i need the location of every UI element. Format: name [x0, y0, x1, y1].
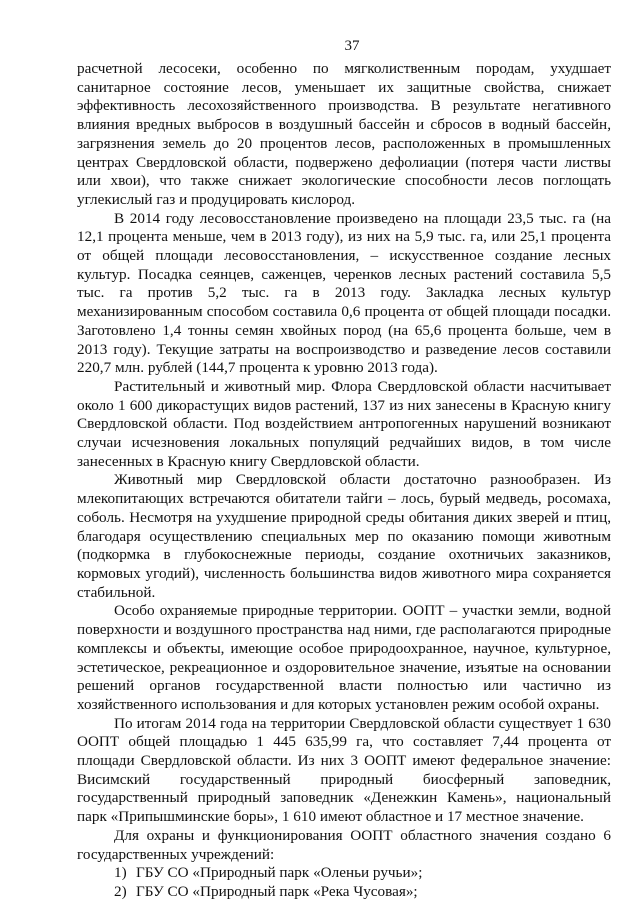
paragraph-institutions-intro: Для охраны и функционирования ООПТ областного значения создано 6 государственных учреждений: — [77, 826, 611, 863]
list-item-number: 1) — [114, 864, 127, 882]
paragraph-forest-logging: расчетной лесосеки, особенно по мягколиственным породам, ухудшает санитарное состояние лесов, уменьшает их защитные свойства, снижает эффективность лесохозяйственного производства. В результате негативного влияния вредных выбросов в воздушный бассейн и сбросов в водный бассейн, загрязнения земель до 20 процентов лесов, расположенных в промышленных центрах Свердловской области, подвержено дефолиации (потеря части листвы или хвои), что также снижает экологические способности лесов поглощать углекислый газ и продуцировать кислород. — [77, 60, 611, 208]
institutions-list — [77, 864, 611, 901]
paragraph-protected-areas-statistics: По итогам 2014 года на территории Свердловской области существует 1 630 ООПТ общей площадью 1 445 635,99 га, что составляет 7,44 процента от площади Свердловской области. Из них 3 ООПТ имеют федеральное значение: Висимский государственный природный биосферный заповедник, государственный природный заповедник «Денежкин Камень», национальный парк «Припышминские боры», 1 610 имеют областное и 17 местное значение. — [77, 714, 611, 826]
document-body — [77, 60, 611, 902]
list-item-text: ГБУ СО «Природный парк «Река Чусовая»; — [136, 882, 418, 900]
paragraph-flora: Растительный и животный мир. Флора Свердловской области насчитывает около 1 600 дикорастущих видов растений, 137 из них занесены в Красную книгу Свердловской области. Под воздействием антропогенных нарушений возникают случаи исчезновения локальных популяций редчайших видов, в том числе занесенных в Красную книгу Свердловской области. — [77, 377, 611, 470]
paragraph-fauna: Животный мир Свердловской области достаточно разнообразен. Из млекопитающих встречаются обитатели тайги – лось, бурый медведь, росомаха, соболь. Несмотря на ухудшение природной среды обитания диких зверей и птиц, благодаря осуществлению специальных мер по оказанию помощи животным (подкормка в глубокоснежные периоды, создание охотничьих заказников, кормовых угодий), численность большинства видов животного мира сохраняется стабильной. — [77, 471, 611, 601]
list-item — [77, 883, 611, 902]
paragraph-protected-areas-definition: Особо охраняемые природные территории. ООПТ – участки земли, водной поверхности и воздушного пространства над ними, где располагаются природные комплексы и объекты, имеющие особое природоохранное, научное, культурное, эстетическое, рекреационное и оздоровительное значение, изъятые на основании решений органов государственной власти полностью или частично из хозяйственного использования и для которых установлен режим особой охраны. — [77, 602, 611, 713]
paragraph-reforestation: В 2014 году лесовосстановление произведено на площади 23,5 тыс. га (на 12,1 процента меньше, чем в 2013 году), из них на 5,9 тыс. га, или 25,1 процента от общей площади лесовосстановления, – искусственное создание лесных культур. Посадка сеянцев, саженцев, черенков лесных растений составила 5,5 тыс. га против 5,2 тыс. га в 2013 году. Закладка лесных культур механизированным способом составила 0,6 процента от общей площади посадки. Заготовлено 1,4 тонны семян хвойных пород (на 65,6 процента больше, чем в 2013 году). Текущие затраты на воспроизводство и разведение лесов составили 220,7 млн. рублей (144,7 процента к уровню 2013 года). — [77, 209, 611, 377]
page-number: 37 — [344, 38, 360, 54]
list-item — [77, 864, 611, 883]
list-item-number: 2) — [114, 882, 127, 900]
list-item-text: ГБУ СО «Природный парк «Оленьи ручьи»; — [136, 864, 423, 882]
